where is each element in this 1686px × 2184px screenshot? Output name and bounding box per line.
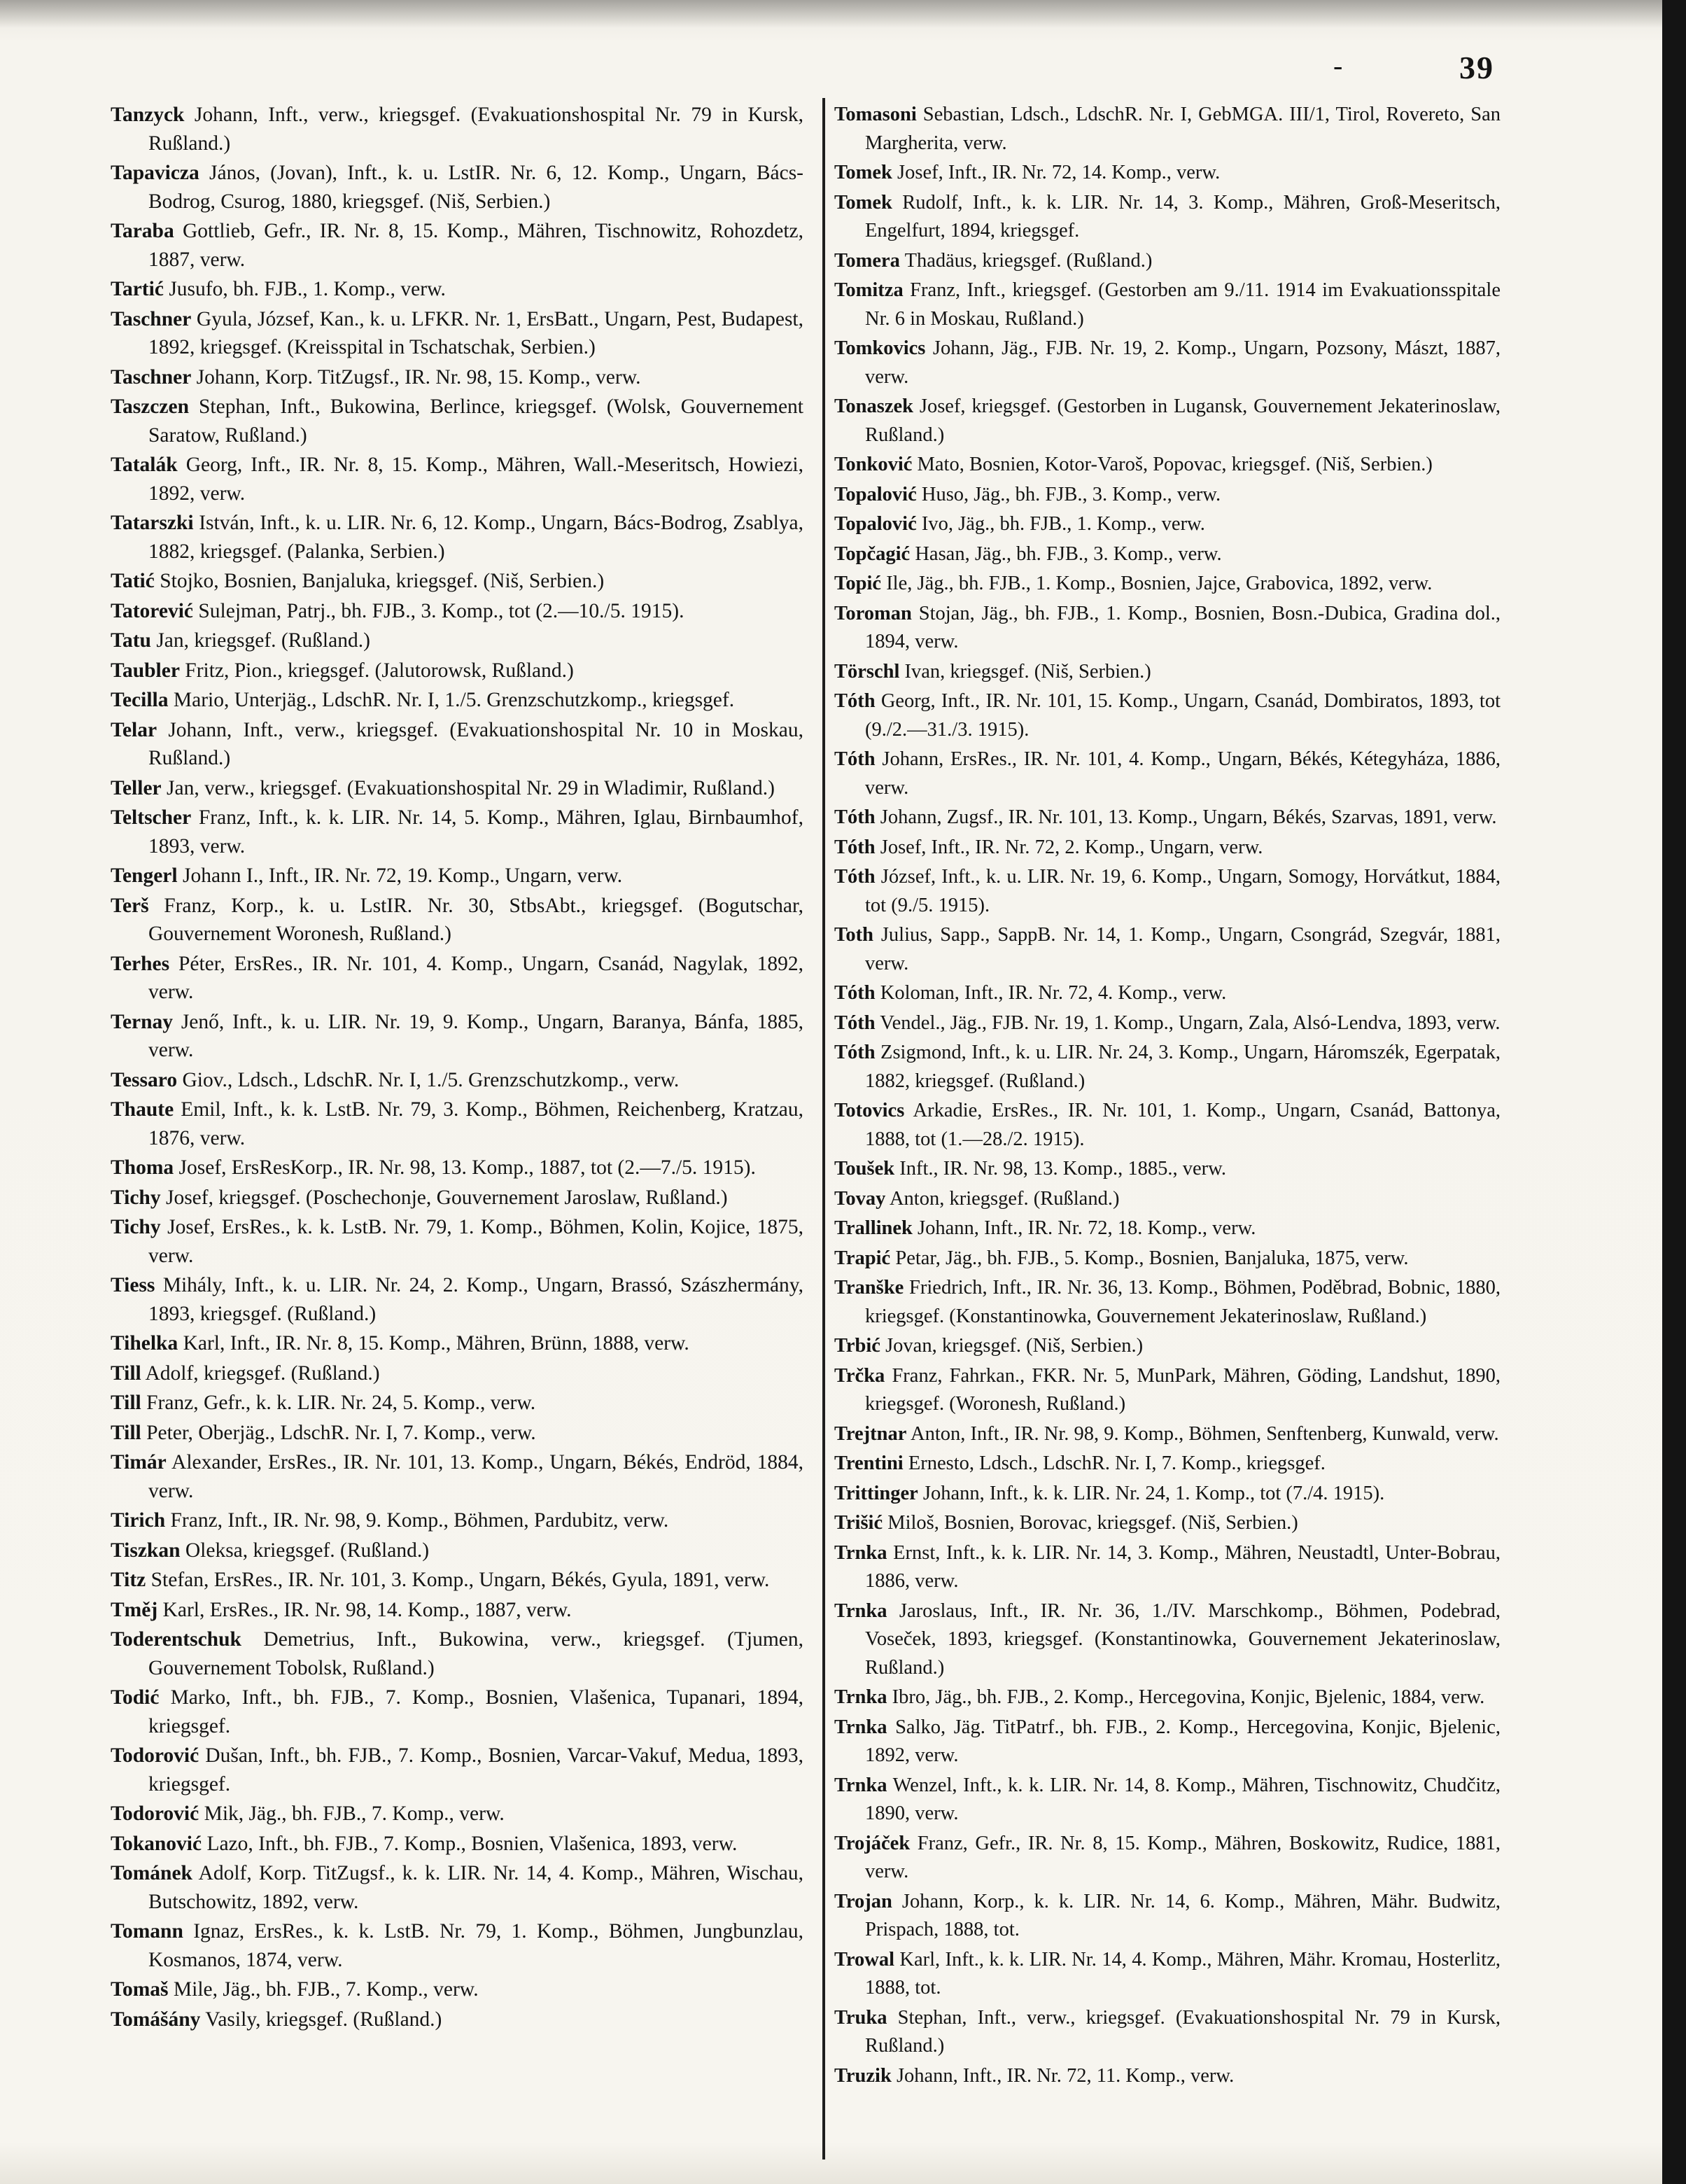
entry-surname: Till bbox=[111, 1421, 141, 1444]
list-entry bbox=[834, 393, 1501, 449]
entry-details: Jusufo, bh. FJB., 1. Komp., verw. bbox=[169, 278, 446, 300]
list-entry bbox=[111, 1566, 803, 1595]
entry-surname: Terš bbox=[111, 894, 149, 917]
list-entry bbox=[834, 1450, 1501, 1478]
entry-surname: Tomek bbox=[834, 162, 892, 183]
list-entry bbox=[111, 1271, 803, 1328]
list-entry bbox=[834, 1509, 1501, 1538]
entry-surname: Trnka bbox=[834, 1600, 887, 1622]
list-entry bbox=[111, 1448, 803, 1505]
entry-details: Sebastian, Ldsch., LdschR. Nr. I, GebMGA. III/1, Tirol, Rovereto, San Margherita, verw. bbox=[865, 104, 1501, 154]
entry-details: Josef, Inft., IR. Nr. 72, 2. Komp., Ungarn, verw. bbox=[880, 836, 1263, 858]
entry-surname: Topalović bbox=[834, 483, 917, 505]
entry-surname: Terhes bbox=[111, 952, 170, 975]
entry-details: Fritz, Pion., kriegsgef. (Jalutorowsk, Rußland.) bbox=[185, 659, 574, 682]
entry-details: Stojko, Bosnien, Banjaluka, kriegsgef. (Niš, Serbien.) bbox=[160, 570, 605, 592]
entry-surname: Tovay bbox=[834, 1187, 886, 1210]
entry-details: Huso, Jäg., bh. FJB., 3. Komp., verw. bbox=[921, 483, 1221, 505]
entry-details: Jan, kriegsgef. (Rußland.) bbox=[156, 629, 370, 652]
entry-surname: Tóth bbox=[834, 982, 876, 1004]
entry-surname: Taraba bbox=[111, 220, 174, 242]
list-entry bbox=[111, 716, 803, 773]
entry-details: Anton, Inft., IR. Nr. 98, 9. Komp., Böhmen, Senftenberg, Kunwald, verw. bbox=[910, 1422, 1499, 1445]
entry-surname: Trallinek bbox=[834, 1217, 913, 1239]
entry-surname: Tatu bbox=[111, 629, 151, 652]
list-entry bbox=[834, 1332, 1501, 1361]
scan-border-right bbox=[1662, 0, 1686, 2184]
entry-details: Lazo, Inft., bh. FJB., 7. Komp., Bosnien, Vlašenica, 1893, verw. bbox=[206, 1832, 738, 1855]
list-entry bbox=[111, 101, 803, 158]
entry-details: Johann, Inft., verw., kriegsgef. (Evakuationshospital Nr. 79 in Kursk, Rußland.) bbox=[148, 104, 804, 155]
entry-surname: Tartić bbox=[111, 278, 164, 300]
list-entry bbox=[834, 1097, 1501, 1154]
list-entry bbox=[834, 1245, 1501, 1273]
entry-surname: Törschl bbox=[834, 660, 900, 682]
list-entry bbox=[111, 657, 803, 685]
entry-details: Mik, Jäg., bh. FJB., 7. Komp., verw. bbox=[204, 1802, 505, 1825]
list-entry bbox=[834, 1539, 1501, 1596]
list-entry bbox=[834, 451, 1501, 479]
entry-surname: Tměj bbox=[111, 1598, 158, 1621]
entry-details: Wenzel, Inft., k. k. LIR. Nr. 14, 8. Komp., Mähren, Tischnowitz, Chudčitz, 1890, verw. bbox=[865, 1774, 1501, 1824]
list-entry bbox=[834, 863, 1501, 920]
list-entry bbox=[834, 159, 1501, 188]
list-entry bbox=[834, 2062, 1501, 2091]
list-entry bbox=[111, 1625, 803, 1682]
entry-details: Jovan, kriegsgef. (Niš, Serbien.) bbox=[885, 1335, 1144, 1357]
entry-details: János, (Jovan), Inft., k. u. LstIR. Nr. 6, 12. Komp., Ungarn, Bács-Bodrog, Csurog, 1880, kriegsgef. (Niš, Serbien.) bbox=[148, 162, 804, 213]
entry-surname: Topić bbox=[834, 573, 882, 594]
entry-surname: Teltscher bbox=[111, 806, 192, 829]
entry-surname: Tessaro bbox=[111, 1068, 178, 1091]
list-entry bbox=[834, 1946, 1501, 2003]
entry-details: Josef, ErsRes., k. k. LstB. Nr. 79, 1. Komp., Böhmen, Kolin, Kojice, 1875, verw. bbox=[148, 1216, 804, 1267]
entry-details: Georg, Inft., IR. Nr. 101, 15. Komp., Ungarn, Csanád, Dombiratos, 1893, tot (9./2.—31./3. 1915). bbox=[865, 690, 1501, 741]
entry-surname: Tatić bbox=[111, 570, 155, 592]
entry-details: Koloman, Inft., IR. Nr. 72, 4. Komp., verw. bbox=[880, 982, 1227, 1004]
list-entry bbox=[834, 1362, 1501, 1419]
entry-surname: Taszczen bbox=[111, 396, 189, 418]
entry-surname: Tóth bbox=[834, 866, 876, 888]
list-entry bbox=[111, 686, 803, 715]
right-column bbox=[834, 101, 1501, 2092]
entry-surname: Taubler bbox=[111, 659, 180, 682]
list-entry bbox=[834, 540, 1501, 569]
list-entry bbox=[834, 687, 1501, 744]
entry-surname: Trnka bbox=[834, 1716, 887, 1738]
entry-details: Marko, Inft., bh. FJB., 7. Komp., Bosnien, Vlašenica, Tupanari, 1894, kriegsgef. bbox=[148, 1686, 803, 1737]
entry-surname: Trejtnar bbox=[834, 1422, 907, 1445]
list-entry bbox=[834, 1480, 1501, 1508]
entry-details: Jenő, Inft., k. u. LIR. Nr. 19, 9. Komp., Ungarn, Baranya, Bánfa, 1885, verw. bbox=[148, 1010, 803, 1061]
entry-surname: Trapić bbox=[834, 1247, 891, 1269]
list-entry bbox=[111, 159, 803, 216]
entry-surname: Truka bbox=[834, 2006, 887, 2029]
entry-surname: Totovics bbox=[834, 1100, 905, 1121]
list-entry bbox=[111, 275, 803, 304]
list-entry bbox=[834, 1597, 1501, 1683]
entry-surname: Tóth bbox=[834, 1042, 876, 1063]
entry-details: Petar, Jäg., bh. FJB., 5. Komp., Bosnien, Banjaluka, 1875, verw. bbox=[895, 1247, 1409, 1269]
entry-details: Josef, kriegsgef. (Gestorben in Lugansk, Gouvernement Jekaterinoslaw, Rußland.) bbox=[865, 396, 1501, 446]
entry-surname: Tonković bbox=[834, 454, 913, 475]
list-entry bbox=[111, 1359, 803, 1388]
list-entry bbox=[834, 1888, 1501, 1945]
entry-surname: Tranške bbox=[834, 1277, 904, 1298]
entry-surname: Ternay bbox=[111, 1010, 174, 1033]
list-entry bbox=[111, 1154, 803, 1182]
list-entry bbox=[111, 1184, 803, 1212]
entry-surname: Tichy bbox=[111, 1216, 161, 1238]
list-entry bbox=[834, 1714, 1501, 1770]
entry-surname: Tomitza bbox=[834, 279, 904, 301]
entry-surname: Trojan bbox=[834, 1890, 892, 1912]
list-entry bbox=[834, 189, 1501, 246]
left-column bbox=[111, 101, 803, 2035]
list-entry bbox=[111, 1684, 803, 1740]
entry-surname: Tóth bbox=[834, 690, 876, 712]
entry-surname: Todorović bbox=[111, 1744, 199, 1767]
entry-details: Vendel., Jäg., FJB. Nr. 19, 1. Komp., Ungarn, Zala, Alsó-Lendva, 1893, verw. bbox=[880, 1011, 1501, 1034]
entry-details: Julius, Sapp., SappB. Nr. 14, 1. Komp., Ungarn, Csongrád, Szegvár, 1881, verw. bbox=[865, 924, 1501, 974]
list-entry bbox=[111, 1419, 803, 1448]
list-entry bbox=[111, 1536, 803, 1565]
entry-surname: Tóth bbox=[834, 836, 876, 858]
entry-surname: Tománek bbox=[111, 1862, 192, 1884]
entry-surname: Tóth bbox=[834, 806, 876, 828]
list-entry bbox=[111, 626, 803, 655]
entry-details: Johann, Jäg., FJB. Nr. 19, 2. Komp., Ungarn, Pozsony, Mászt, 1887, verw. bbox=[865, 337, 1501, 388]
entry-surname: Trnka bbox=[834, 1686, 887, 1708]
list-entry bbox=[834, 1684, 1501, 1712]
list-entry bbox=[834, 1185, 1501, 1214]
entry-surname: Toušek bbox=[834, 1158, 895, 1180]
entry-details: Mario, Unterjäg., LdschR. Nr. I, 1./5. Grenzschutzkomp., kriegsgef. bbox=[173, 689, 735, 711]
entry-details: Johann, Inft., IR. Nr. 72, 11. Komp., verw. bbox=[896, 2064, 1235, 2087]
entry-details: Stefan, ErsRes., IR. Nr. 101, 3. Komp., Ungarn, Békés, Gyula, 1891, verw. bbox=[150, 1569, 770, 1591]
list-entry bbox=[834, 1420, 1501, 1449]
entry-details: Ivo, Jäg., bh. FJB., 1. Komp., verw. bbox=[921, 513, 1205, 535]
entry-details: Ernst, Inft., k. k. LIR. Nr. 14, 3. Komp., Mähren, Neustadtl, Unter-Bobrau, 1886, verw. bbox=[865, 1541, 1501, 1592]
entry-details: Johann, Korp. TitZugsf., IR. Nr. 98, 15. Komp., verw. bbox=[196, 365, 641, 388]
entry-details: Franz, Korp., k. u. LstIR. Nr. 30, StbsAbt., kriegsgef. (Bogutschar, Gouvernement Woronesh, Rußland.) bbox=[148, 894, 804, 945]
entry-surname: Toderentschuk bbox=[111, 1628, 241, 1651]
list-entry bbox=[111, 567, 803, 596]
entry-details: Anton, kriegsgef. (Rußland.) bbox=[889, 1187, 1120, 1210]
list-entry bbox=[834, 1274, 1501, 1331]
entry-details: Mato, Bosnien, Kotor-Varoš, Popovac, kriegsgef. (Niš, Serbien.) bbox=[917, 454, 1433, 475]
entry-surname: Tirich bbox=[111, 1509, 166, 1532]
list-entry bbox=[834, 2004, 1501, 2061]
entry-surname: Tengerl bbox=[111, 864, 178, 887]
entry-surname: Tiszkan bbox=[111, 1539, 181, 1562]
list-entry bbox=[111, 774, 803, 803]
entry-surname: Tomášány bbox=[111, 2008, 201, 2031]
entry-details: Georg, Inft., IR. Nr. 8, 15. Komp., Mähren, Wall.-Meseritsch, Howiezi, 1892, verw. bbox=[148, 454, 803, 505]
entry-surname: Telar bbox=[111, 718, 157, 741]
entry-details: Josef, Inft., IR. Nr. 72, 14. Komp., verw. bbox=[897, 162, 1221, 183]
list-entry bbox=[834, 247, 1501, 276]
entry-details: Stephan, Inft., Bukowina, Berlince, kriegsgef. (Wolsk, Gouvernement Saratow, Rußland.) bbox=[148, 396, 804, 447]
entry-surname: Titz bbox=[111, 1569, 146, 1591]
entry-details: István, Inft., k. u. LIR. Nr. 6, 12. Komp., Ungarn, Bács-Bodrog, Zsablya, 1882, kriegsgef. (Palanka, Serbien.) bbox=[148, 512, 803, 563]
entry-surname: Tatalák bbox=[111, 454, 178, 476]
entry-surname: Tomaš bbox=[111, 1978, 169, 2001]
entry-details: Emil, Inft., k. k. LstB. Nr. 79, 3. Komp., Böhmen, Reichenberg, Kratzau, 1876, verw. bbox=[148, 1098, 804, 1149]
list-entry bbox=[834, 335, 1501, 391]
entry-surname: Thoma bbox=[111, 1156, 174, 1179]
entry-surname: Tomek bbox=[834, 191, 892, 214]
list-entry bbox=[111, 305, 803, 362]
entry-surname: Trnka bbox=[834, 1541, 887, 1564]
entry-details: Stojan, Jäg., bh. FJB., 1. Komp., Bosnien, Bosn.-Dubica, Gradina dol., 1894, verw. bbox=[865, 602, 1501, 652]
list-entry bbox=[111, 1859, 803, 1916]
list-entry bbox=[834, 1830, 1501, 1886]
entry-surname: Trišić bbox=[834, 1512, 883, 1534]
entry-details: Ibro, Jäg., bh. FJB., 2. Komp., Hercegovina, Konjic, Bjelenic, 1884, verw. bbox=[892, 1686, 1485, 1708]
entry-details: Adolf, Korp. TitZugsf., k. k. LIR. Nr. 14, 4. Komp., Mähren, Wischau, Butschowitz, 1892, verw. bbox=[148, 1862, 804, 1913]
entry-surname: Tiess bbox=[111, 1274, 155, 1296]
entry-details: Franz, Gefr., k. k. LIR. Nr. 24, 5. Komp., verw. bbox=[146, 1392, 536, 1414]
list-entry bbox=[111, 1329, 803, 1358]
list-entry bbox=[111, 597, 803, 626]
entry-details: Josef, ErsResKorp., IR. Nr. 98, 13. Komp., 1887, tot (2.—7./5. 1915). bbox=[178, 1156, 756, 1179]
entry-surname: Trbić bbox=[834, 1335, 880, 1357]
list-entry bbox=[834, 600, 1501, 657]
entry-details: Arkadie, ErsRes., IR. Nr. 101, 1. Komp., Ungarn, Csanád, Battonya, 1888, tot (1.—28./2. 1915). bbox=[865, 1100, 1501, 1150]
entry-details: Johann, Inft., verw., kriegsgef. (Evakuationshospital Nr. 10 in Moskau, Rußland.) bbox=[148, 718, 803, 769]
entry-details: Hasan, Jäg., bh. FJB., 3. Komp., verw. bbox=[915, 542, 1222, 565]
entry-surname: Tanzyck bbox=[111, 104, 185, 126]
entry-details: Johann, Zugsf., IR. Nr. 101, 13. Komp., Ungarn, Békés, Szarvas, 1891, verw. bbox=[880, 806, 1497, 828]
entry-details: Johann I., Inft., IR. Nr. 72, 19. Komp., Ungarn, verw. bbox=[182, 864, 623, 887]
entry-surname: Trčka bbox=[834, 1364, 885, 1387]
entry-details: Karl, Inft., k. k. LIR. Nr. 14, 4. Komp., Mähren, Mähr. Kromau, Hosterlitz, 1888, tot. bbox=[865, 1948, 1501, 1998]
entry-surname: Trentini bbox=[834, 1452, 904, 1474]
entry-details: Miloš, Bosnien, Borovac, kriegsgef. (Niš, Serbien.) bbox=[887, 1512, 1298, 1534]
entry-surname: Taschner bbox=[111, 307, 192, 330]
entry-surname: Tihelka bbox=[111, 1332, 178, 1354]
entry-surname: Tomera bbox=[834, 249, 900, 272]
entry-surname: Teller bbox=[111, 776, 162, 799]
entry-surname: Tichy bbox=[111, 1186, 161, 1209]
entry-details: Friedrich, Inft., IR. Nr. 36, 13. Komp., Böhmen, Poděbrad, Bobnic, 1880, kriegsgef. (Konstantinowka, Gouvernement Jekaterinoslaw, Rußland.) bbox=[865, 1277, 1501, 1327]
entry-surname: Topčagić bbox=[834, 542, 911, 565]
list-entry bbox=[111, 1008, 803, 1065]
entry-details: Josef, kriegsgef. (Poschechonje, Gouvernement Jaroslaw, Rußland.) bbox=[165, 1186, 728, 1209]
page-number: 39 bbox=[1459, 50, 1494, 85]
entry-details: Peter, Oberjäg., LdschR. Nr. I, 7. Komp., verw. bbox=[146, 1421, 536, 1444]
entry-surname: Till bbox=[111, 1392, 141, 1414]
entry-details: Gottlieb, Gefr., IR. Nr. 8, 15. Komp., Mähren, Tischnowitz, Rohozdetz, 1887, verw. bbox=[148, 220, 804, 271]
entry-surname: Trojáček bbox=[834, 1832, 911, 1854]
list-entry bbox=[111, 217, 803, 274]
list-entry bbox=[834, 1009, 1501, 1038]
entry-surname: Tonaszek bbox=[834, 396, 913, 417]
list-entry bbox=[834, 804, 1501, 832]
list-entry bbox=[111, 1917, 803, 1974]
list-entry bbox=[834, 921, 1501, 978]
list-entry bbox=[111, 892, 803, 948]
entry-surname: Tomann bbox=[111, 1920, 183, 1942]
entry-details: Franz, Inft., kriegsgef. (Gestorben am 9./11. 1914 im Evakuationsspitale Nr. 6 in Moskau, Rußland.) bbox=[865, 279, 1501, 330]
entry-details: Franz, Fahrkan., FKR. Nr. 5, MunPark, Mähren, Göding, Landshut, 1890, kriegsgef. (Woronesh, Rußland.) bbox=[865, 1364, 1501, 1415]
entry-surname: Timár bbox=[111, 1451, 167, 1474]
entry-details: Vasily, kriegsgef. (Rußland.) bbox=[205, 2008, 442, 2031]
entry-details: Karl, Inft., IR. Nr. 8, 15. Komp., Mähren, Brünn, 1888, verw. bbox=[183, 1332, 689, 1354]
entry-details: József, Inft., k. u. LIR. Nr. 19, 6. Komp., Ungarn, Somogy, Horvátkut, 1884, tot (9./5. 1915). bbox=[865, 866, 1501, 916]
list-entry bbox=[834, 979, 1501, 1008]
entry-details: Gyula, József, Kan., k. u. LFKR. Nr. 1, ErsBatt., Ungarn, Pest, Budapest, 1892, kriegsgef. (Kreisspital in Tschatschak, Serbien.) bbox=[148, 307, 804, 358]
entry-details: Zsigmond, Inft., k. u. LIR. Nr. 24, 3. Komp., Ungarn, Háromszék, Egerpatak, 1882, kriegsgef. (Rußland.) bbox=[865, 1042, 1501, 1092]
entry-details: Ile, Jäg., bh. FJB., 1. Komp., Bosnien, Jajce, Grabovica, 1892, verw. bbox=[886, 573, 1433, 594]
entry-details: Franz, Inft., k. k. LIR. Nr. 14, 5. Komp., Mähren, Iglau, Birnbaumhof, 1893, verw. bbox=[148, 806, 804, 858]
entry-surname: Todić bbox=[111, 1686, 160, 1709]
entry-surname: Toroman bbox=[834, 602, 912, 624]
list-entry bbox=[834, 1772, 1501, 1828]
entry-surname: Taschner bbox=[111, 365, 192, 388]
entry-details: Franz, Gefr., IR. Nr. 8, 15. Komp., Mähren, Boskowitz, Rudice, 1881, verw. bbox=[865, 1832, 1501, 1882]
entry-details: Salko, Jäg. TitPatrf., bh. FJB., 2. Komp., Hercegovina, Konjic, Bjelenic, 1892, verw. bbox=[865, 1716, 1501, 1766]
entry-details: Thadäus, kriegsgef. (Rußland.) bbox=[904, 249, 1153, 272]
entry-details: Johann, Korp., k. k. LIR. Nr. 14, 6. Komp., Mähren, Mähr. Budwitz, Prispach, 1888, tot. bbox=[865, 1890, 1501, 1940]
entry-details: Ernesto, Ldsch., LdschR. Nr. I, 7. Komp., kriegsgef. bbox=[908, 1452, 1326, 1474]
list-entry bbox=[834, 276, 1501, 333]
list-entry bbox=[111, 393, 803, 449]
entry-surname: Tapavicza bbox=[111, 162, 199, 184]
list-entry bbox=[111, 950, 803, 1007]
entry-details: Stephan, Inft., verw., kriegsgef. (Evakuationshospital Nr. 79 in Kursk, Rußland.) bbox=[865, 2006, 1501, 2057]
entry-details: Demetrius, Inft., Bukowina, verw., kriegsgef. (Tjumen, Gouvernement Tobolsk, Rußland.) bbox=[148, 1628, 803, 1679]
entry-surname: Topalović bbox=[834, 513, 917, 535]
entry-details: Johann, Inft., k. k. LIR. Nr. 24, 1. Komp., tot (7./4. 1915). bbox=[922, 1482, 1385, 1504]
entry-details: Péter, ErsRes., IR. Nr. 101, 4. Komp., Ungarn, Csanád, Nagylak, 1892, verw. bbox=[148, 952, 804, 1003]
entry-details: Johann, ErsRes., IR. Nr. 101, 4. Komp., Ungarn, Békés, Kétegyháza, 1886, verw. bbox=[865, 748, 1501, 799]
list-entry bbox=[111, 1213, 803, 1270]
list-entry bbox=[111, 1389, 803, 1418]
list-entry bbox=[111, 1506, 803, 1535]
list-entry bbox=[834, 746, 1501, 802]
list-entry bbox=[111, 363, 803, 392]
entry-details: Ivan, kriegsgef. (Niš, Serbien.) bbox=[904, 660, 1151, 682]
entry-details: Karl, ErsRes., IR. Nr. 98, 14. Komp., 1887, verw. bbox=[162, 1598, 572, 1621]
entry-details: Giov., Ldsch., LdschR. Nr. I, 1./5. Grenzschutzkomp., verw. bbox=[182, 1068, 680, 1091]
list-entry bbox=[111, 1830, 803, 1858]
entry-surname: Trnka bbox=[834, 1774, 887, 1796]
entry-details: Mihály, Inft., k. u. LIR. Nr. 24, 2. Komp., Ungarn, Brassó, Szászhermány, 1893, kriegsgef. (Rußland.) bbox=[148, 1274, 803, 1325]
entry-details: Adolf, kriegsgef. (Rußland.) bbox=[145, 1362, 380, 1385]
list-entry bbox=[111, 1096, 803, 1152]
entry-details: Oleksa, kriegsgef. (Rußland.) bbox=[185, 1539, 430, 1562]
list-entry bbox=[111, 451, 803, 507]
column-divider bbox=[822, 98, 825, 2160]
entry-surname: Tóth bbox=[834, 748, 876, 770]
entry-surname: Trittinger bbox=[834, 1482, 918, 1504]
list-entry bbox=[834, 570, 1501, 598]
entry-surname: Tatarszki bbox=[111, 512, 194, 534]
page-mark: - bbox=[1333, 50, 1343, 81]
entry-details: Ignaz, ErsRes., k. k. LstB. Nr. 79, 1. Komp., Böhmen, Jungbunzlau, Kosmanos, 1874, verw. bbox=[148, 1920, 803, 1971]
entry-details: Mile, Jäg., bh. FJB., 7. Komp., verw. bbox=[173, 1978, 479, 2001]
entry-details: Rudolf, Inft., k. k. LIR. Nr. 14, 3. Komp., Mähren, Groß-Meseritsch, Engelfurt, 1894, kriegsgef. bbox=[865, 191, 1501, 241]
entry-details: Jan, verw., kriegsgef. (Evakuationshospital Nr. 29 in Wladimir, Rußland.) bbox=[167, 776, 775, 799]
list-entry bbox=[834, 510, 1501, 539]
list-entry bbox=[111, 2005, 803, 2034]
list-entry bbox=[834, 658, 1501, 687]
entry-surname: Truzik bbox=[834, 2064, 892, 2087]
list-entry bbox=[111, 1742, 803, 1798]
entry-details: Jaroslaus, Inft., IR. Nr. 36, 1./IV. Marschkomp., Böhmen, Podebrad, Voseček, 1893, kriegsgef. (Konstantinowka, Gouvernement Jekaterinoslaw, Rußland.) bbox=[865, 1600, 1501, 1679]
entry-surname: Tomasoni bbox=[834, 104, 917, 125]
entry-surname: Toth bbox=[834, 924, 873, 946]
entry-details: Johann, Inft., IR. Nr. 72, 18. Komp., verw. bbox=[918, 1217, 1256, 1239]
list-entry bbox=[111, 1800, 803, 1828]
list-entry bbox=[111, 804, 803, 860]
entry-details: Dušan, Inft., bh. FJB., 7. Komp., Bosnien, Varcar-Vakuf, Medua, 1893, kriegsgef. bbox=[148, 1744, 803, 1795]
list-entry bbox=[111, 862, 803, 890]
list-entry bbox=[834, 1214, 1501, 1243]
entry-surname: Tomkovics bbox=[834, 337, 926, 359]
entry-surname: Tóth bbox=[834, 1011, 876, 1034]
entry-details: Alexander, ErsRes., IR. Nr. 101, 13. Komp., Ungarn, Békés, Endröd, 1884, verw. bbox=[148, 1451, 804, 1502]
list-entry bbox=[111, 1975, 803, 2004]
entry-details: Inft., IR. Nr. 98, 13. Komp., 1885., verw. bbox=[899, 1158, 1226, 1180]
list-entry bbox=[834, 1155, 1501, 1184]
entry-surname: Till bbox=[111, 1362, 141, 1385]
entry-details: Franz, Inft., IR. Nr. 98, 9. Komp., Böhmen, Pardubitz, verw. bbox=[170, 1509, 669, 1532]
list-entry bbox=[111, 1596, 803, 1625]
list-entry bbox=[834, 834, 1501, 862]
list-entry bbox=[834, 101, 1501, 158]
scan-shadow-top bbox=[0, 0, 1686, 28]
entry-surname: Trowal bbox=[834, 1948, 895, 1970]
entry-surname: Thaute bbox=[111, 1098, 174, 1121]
list-entry bbox=[834, 481, 1501, 510]
entry-surname: Todorović bbox=[111, 1802, 199, 1825]
entry-surname: Tatorević bbox=[111, 599, 193, 622]
entry-details: Sulejman, Patrj., bh. FJB., 3. Komp., tot (2.—10./5. 1915). bbox=[198, 599, 684, 622]
entry-surname: Tecilla bbox=[111, 689, 169, 711]
list-entry bbox=[834, 1039, 1501, 1096]
list-entry bbox=[111, 509, 803, 566]
list-entry bbox=[111, 1066, 803, 1095]
entry-surname: Tokanović bbox=[111, 1832, 202, 1855]
